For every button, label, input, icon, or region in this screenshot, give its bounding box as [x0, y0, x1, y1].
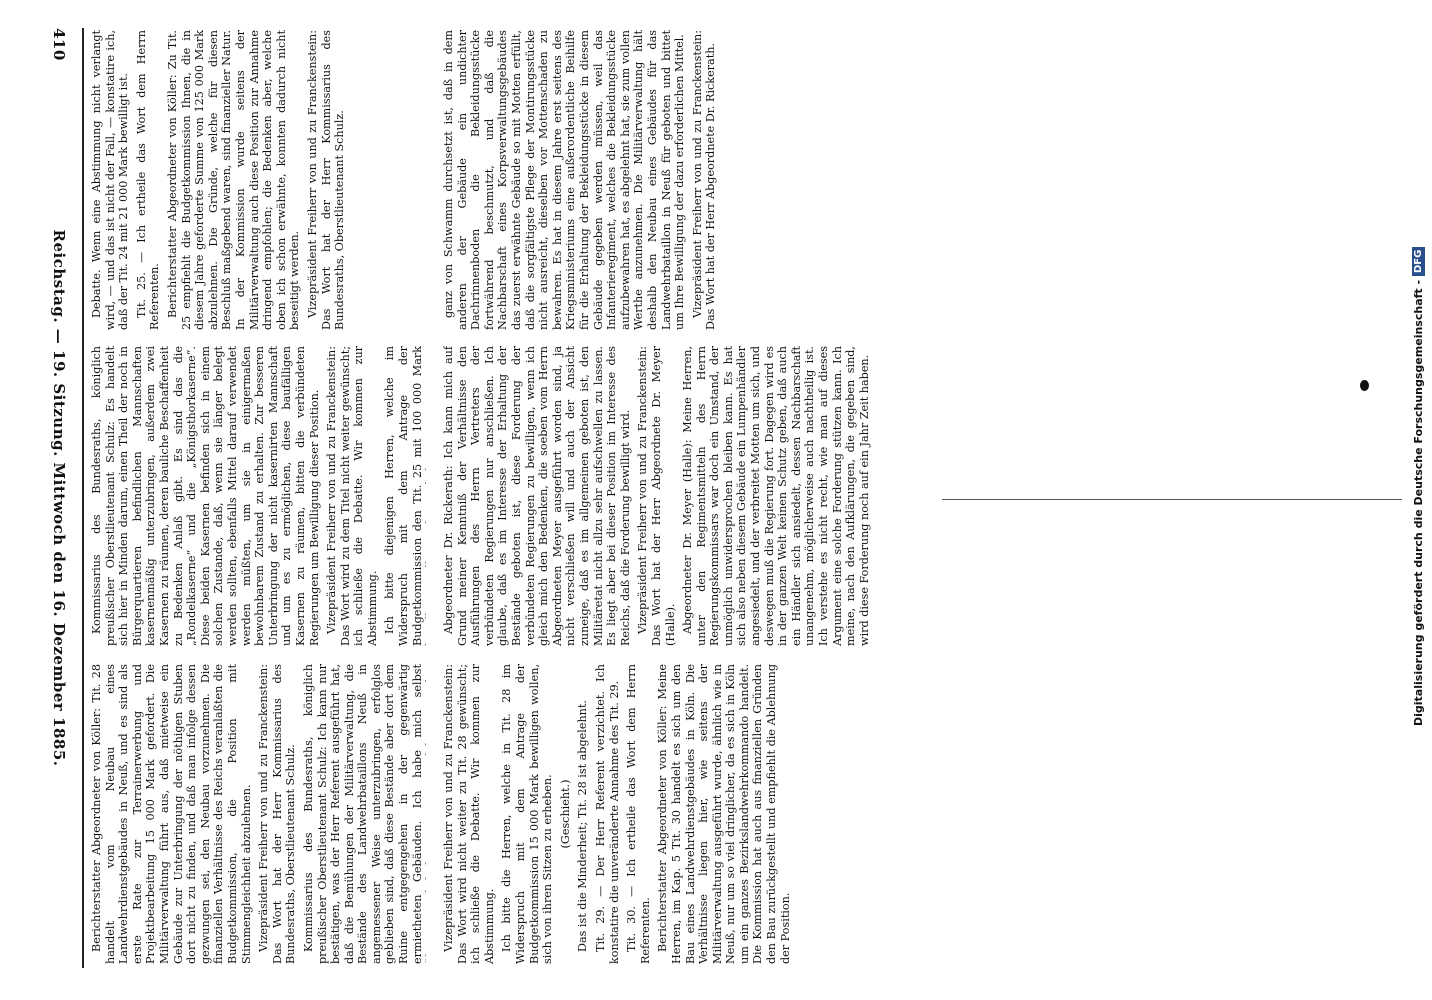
paragraph: Ich bitte die Herren, welche in Tit. 28 im Widerspruch mit dem Antrage der Budgetkommission 15 000 Mark bewilligen wollen, sich von ihren Sitzen zu erheben.: [500, 664, 555, 964]
paragraph: Kommissarius des Bundesraths, königlich preußischer Oberstlieutenant Schulz: Es handelt sich hier in Minden darum, einen Theil der noch in Bürgerquartieren befindlichen Mannschaften kasernenmäßig unterzubringen, außerdem zwei Kasernen zu räumen, deren bauliche Beschaffenheit zu Bedenken Anlaß gibt. Es sind das die „Rondelkaserne“ und die „Königsthorkaserne“. Diese beiden Kasernen befinden sich in einem solchen Zustande, daß, wenn sie länger belegt werden sollten, ebenfalls Mittel darauf verwendet werden müßten, um sie in einigermaßen bewohnbarem Zustand zu erhalten. Zur besseren Unterbringung der nicht kasernirten Mannschaft und um es zu ermöglichen, diese baufälligen Kasernen zu räumen, bitten die verbündeten Regierungen um Bewilligung dieser Position.: [90, 346, 321, 646]
header-rule: [82, 28, 84, 968]
column-right-bottom: [442, 664, 912, 964]
column-left-bottom: [90, 664, 426, 964]
running-title: Reichstag. — 19. Sitzung. Mittwoch den 16. Dezember 1885.: [50, 229, 68, 767]
column-left-middle: [90, 346, 426, 646]
paragraph: Vizepräsident Freiherr von und zu Franckenstein: Das Wort wird nicht weiter zu Tit. 28 gewünscht; ich schließe die Debatte. Wir kommen zur Abstimmung.: [442, 664, 496, 964]
column-right-middle: [442, 346, 912, 646]
paragraph: Debatte. Wenn eine Abstimmung nicht verlangt wird, — und das ist nicht der Fall, — konstatire ich, daß der Tit. 24 mit 21 000 Mark bewilligt ist.: [90, 30, 131, 330]
paragraph: Abgeordneter Dr. Meyer (Halle): Meine Herren, unter den Regimentsmitteln des Herrn Regierungskommissars war doch ein Umstand, der unmöglich unwidersprochen bleiben kann. Es hat sich also neben diesem Gebäude ein Lumpenhändler angesiedelt, und der verbreitet Motten um sich, und deswegen muß die Regierung fort. Dagegen wird es in der ganzen Welt keinen Schutz geben, daß auch ein Händler sich ansiedelt, dessen Nachbarschaft unangenehm, möglicherweise auch nachtheilig ist. Ich verstehe es nicht recht, wie man auf dieses Argument eine solche Forderung stützen kann. Ich meine, nach den Aufklärungen, die gegeben sind, wird diese Forderung noch auf ein Jahr Zeit haben.: [681, 346, 871, 646]
paragraph: Vizepräsident Freiherr von und zu Franckenstein: Das Wort hat der Herr Abgeordnete Dr. Meyer (Halle).: [636, 346, 677, 646]
page-header: [38, 28, 78, 968]
column-left-top: [90, 30, 426, 330]
paragraph: Vizepräsident Freiherr von und zu Franckenstein: Das Wort hat der Herr Abgeordnete Dr. Rickerath.: [690, 30, 718, 330]
scan-dot: [1360, 380, 1369, 391]
paragraph: Berichterstatter Abgeordneter von Köller: Tit. 28 handelt vom Neubau eines Landwehrdienstgebäudes in Neuß, und es sind als erste Rate zur Terrainerwerbung und Projektbearbeitung 15 000 Mark gefordert. Die Militärverwaltung führt aus, daß mietweise ein Gebäude zur Unterbringung der nöthigen Stuben dort nicht zu finden, und daß man infolge dessen gezwungen sei, den Neubau vorzunehmen. Die finanziellen Verhältnisse des Reichs veranlaßten die Budgetkommission, die Position mit Stimmengleichheit abzulehnen.: [90, 664, 253, 964]
page-number: 410: [50, 28, 68, 61]
column-divider: [942, 499, 1402, 500]
dfg-logo: DFG: [1412, 247, 1425, 276]
paragraph: ganz von Schwamm durchsetzt ist, daß in dem anderen der Gebäude ein undichter Dachrinnenboden die Bekleidungsstücke fortwährend beschmutzt, und daß die Nachbarschaft eines Korpsverwaltungsgebäudes das zuerst erwähnte Gebäude so mit Motten erfüllt, daß die sorgfältigste Pflege der Montirungsstücke nicht ausreicht, dieselben vor Mottenschaden zu bewahren. Es hat in diesem Jahre erst seitens des Kriegsministeriums eine außerordentliche Beihilfe für die Erhaltung der Bekleidungsstücke in diesem Gebäude gegeben werden müssen, weil das Infanterieregiment, welches die Bekleidungsstücke aufzubewahren hat, es abgelehnt hat, sie zum vollen Werthe anzunehmen. Die Militärverwaltung hält deshalb den Neubau eines Gebäudes für das Landwehrbataillon in Neuß für geboten und bittet um Ihre Bewilligung der dazu erforderlichen Mittel.: [442, 30, 687, 330]
paragraph: Ich bitte diejenigen Herren, welche im Widerspruch mit dem Antrage der Budgetkommission den Tit. 25 mit 100 000 Mark: [383, 346, 424, 646]
paragraph: Abgeordneter Dr. Rickerath: Ich kann mich auf Grund meiner Kenntniß der Verhältnisse den Ausführungen des Herrn Vertreters der verbündeten Regierungen nur anschließen. Ich glaube, daß es im Interesse der Erhaltung der Bestände geboten ist, diese Forderung der verbündeten Regierungen zu bewilligen, wenn ich gleich mich den Bedenken, die soeben vom Herrn Abgeordneten Meyer ausgeführt worden sind, ja nicht verschließen will und auch der Ansicht zuneige, daß es im allgemeinen geboten ist, den Militäretat nicht allzu sehr aufschwellen zu lassen. Es liegt aber bei dieser Position im Interesse des Reichs, daß die Forderung bewilligt wird.: [442, 346, 632, 646]
paragraph: Vizepräsident Freiherr von und zu Franckenstein: Das Wort hat der Herr Kommissarius des Bundesraths, Oberstlieutenant Schulz.: [257, 664, 298, 964]
paragraph: Tit. 30. — Ich ertheile das Wort dem Herrn Referenten.: [625, 664, 652, 964]
paragraph: (Geschieht.): [558, 779, 572, 849]
paragraph: Berichterstatter Abgeordneter von Köller: Zu Tit. 25 empfiehlt die Budgetkommission Ihnen, die in diesem Jahre geforderte Summe von 125 000 Mark abzulehnen. Die Gründe, welche für diesen Beschluß maßgebend waren, sind finanzieller Natur. In der Kommission wurde seitens der Militärverwaltung auch diese Position zur Annahme dringend empfohlen; die Bedenken aber, welche oben ich schon erwähnte, konnten dadurch nicht beseitigt werden.: [165, 30, 302, 330]
column-right-top: [442, 30, 912, 330]
paragraph: Kommissarius des Bundesraths, königlich preußischer Oberstlieutenant Schulz: Ich kann nur bestätigen, was der Herr Referent ausgeführt hat, daß die Bemühungen der Militärverwaltung, die Bestände des Landwehrbataillons Neuß in angemessener Weise unterzubringen, erfolglos geblieben sind, daß diese Bestände aber dort dem Ruine entgegengehen in der gegenwärtig ermietheten Gebäuden. Ich habe mich selbst: [301, 664, 424, 964]
digitization-note: Digitalisierung gefördert durch die Deutsche Forschungsgemeinschaft -: [1412, 279, 1425, 726]
paragraph: Berichterstatter Abgeordneter von Köller: Meine Herren, im Kap. 5 Tit. 30 handelt es sich um den Bau eines Landwehrdienstgebäudes in Köln. Die Verhältnisse liegen hier, wie seitens der Militärverwaltung ausgeführt wurde, ähnlich wie in Neuß, nur um so viel dringlicher, da es sich in Köln um ein ganzes Bezirkslandwehrkommando handelt. Die Kommission hat auch aus finanziellen Gründen den Bau zurückgestellt und empfiehlt die Ablehnung der Position.: [656, 664, 792, 964]
paragraph: Tit. 29. — Der Herr Referent verzichtet. Ich konstatire die unveränderte Annahme des Tit. 29.: [593, 664, 621, 964]
paragraph: Das ist die Minderheit; Tit. 28 ist abgelehnt.: [576, 700, 590, 952]
paragraph: Tit. 25. — Ich ertheile das Wort dem Herrn Referenten.: [134, 30, 162, 330]
digitization-credit: [1412, 6, 1430, 726]
paragraph: Vizepräsident Freiherr von und zu Franckenstein: Das Wort wird zu dem Titel nicht weiter gewünscht; ich schließe die Debatte. Wir kommen zur Abstimmung.: [325, 346, 379, 646]
paragraph: Vizepräsident Freiherr von und zu Franckenstein: Das Wort hat der Herr Kommissarius des Bundesraths, Oberstlieutenant Schulz.: [305, 30, 347, 330]
